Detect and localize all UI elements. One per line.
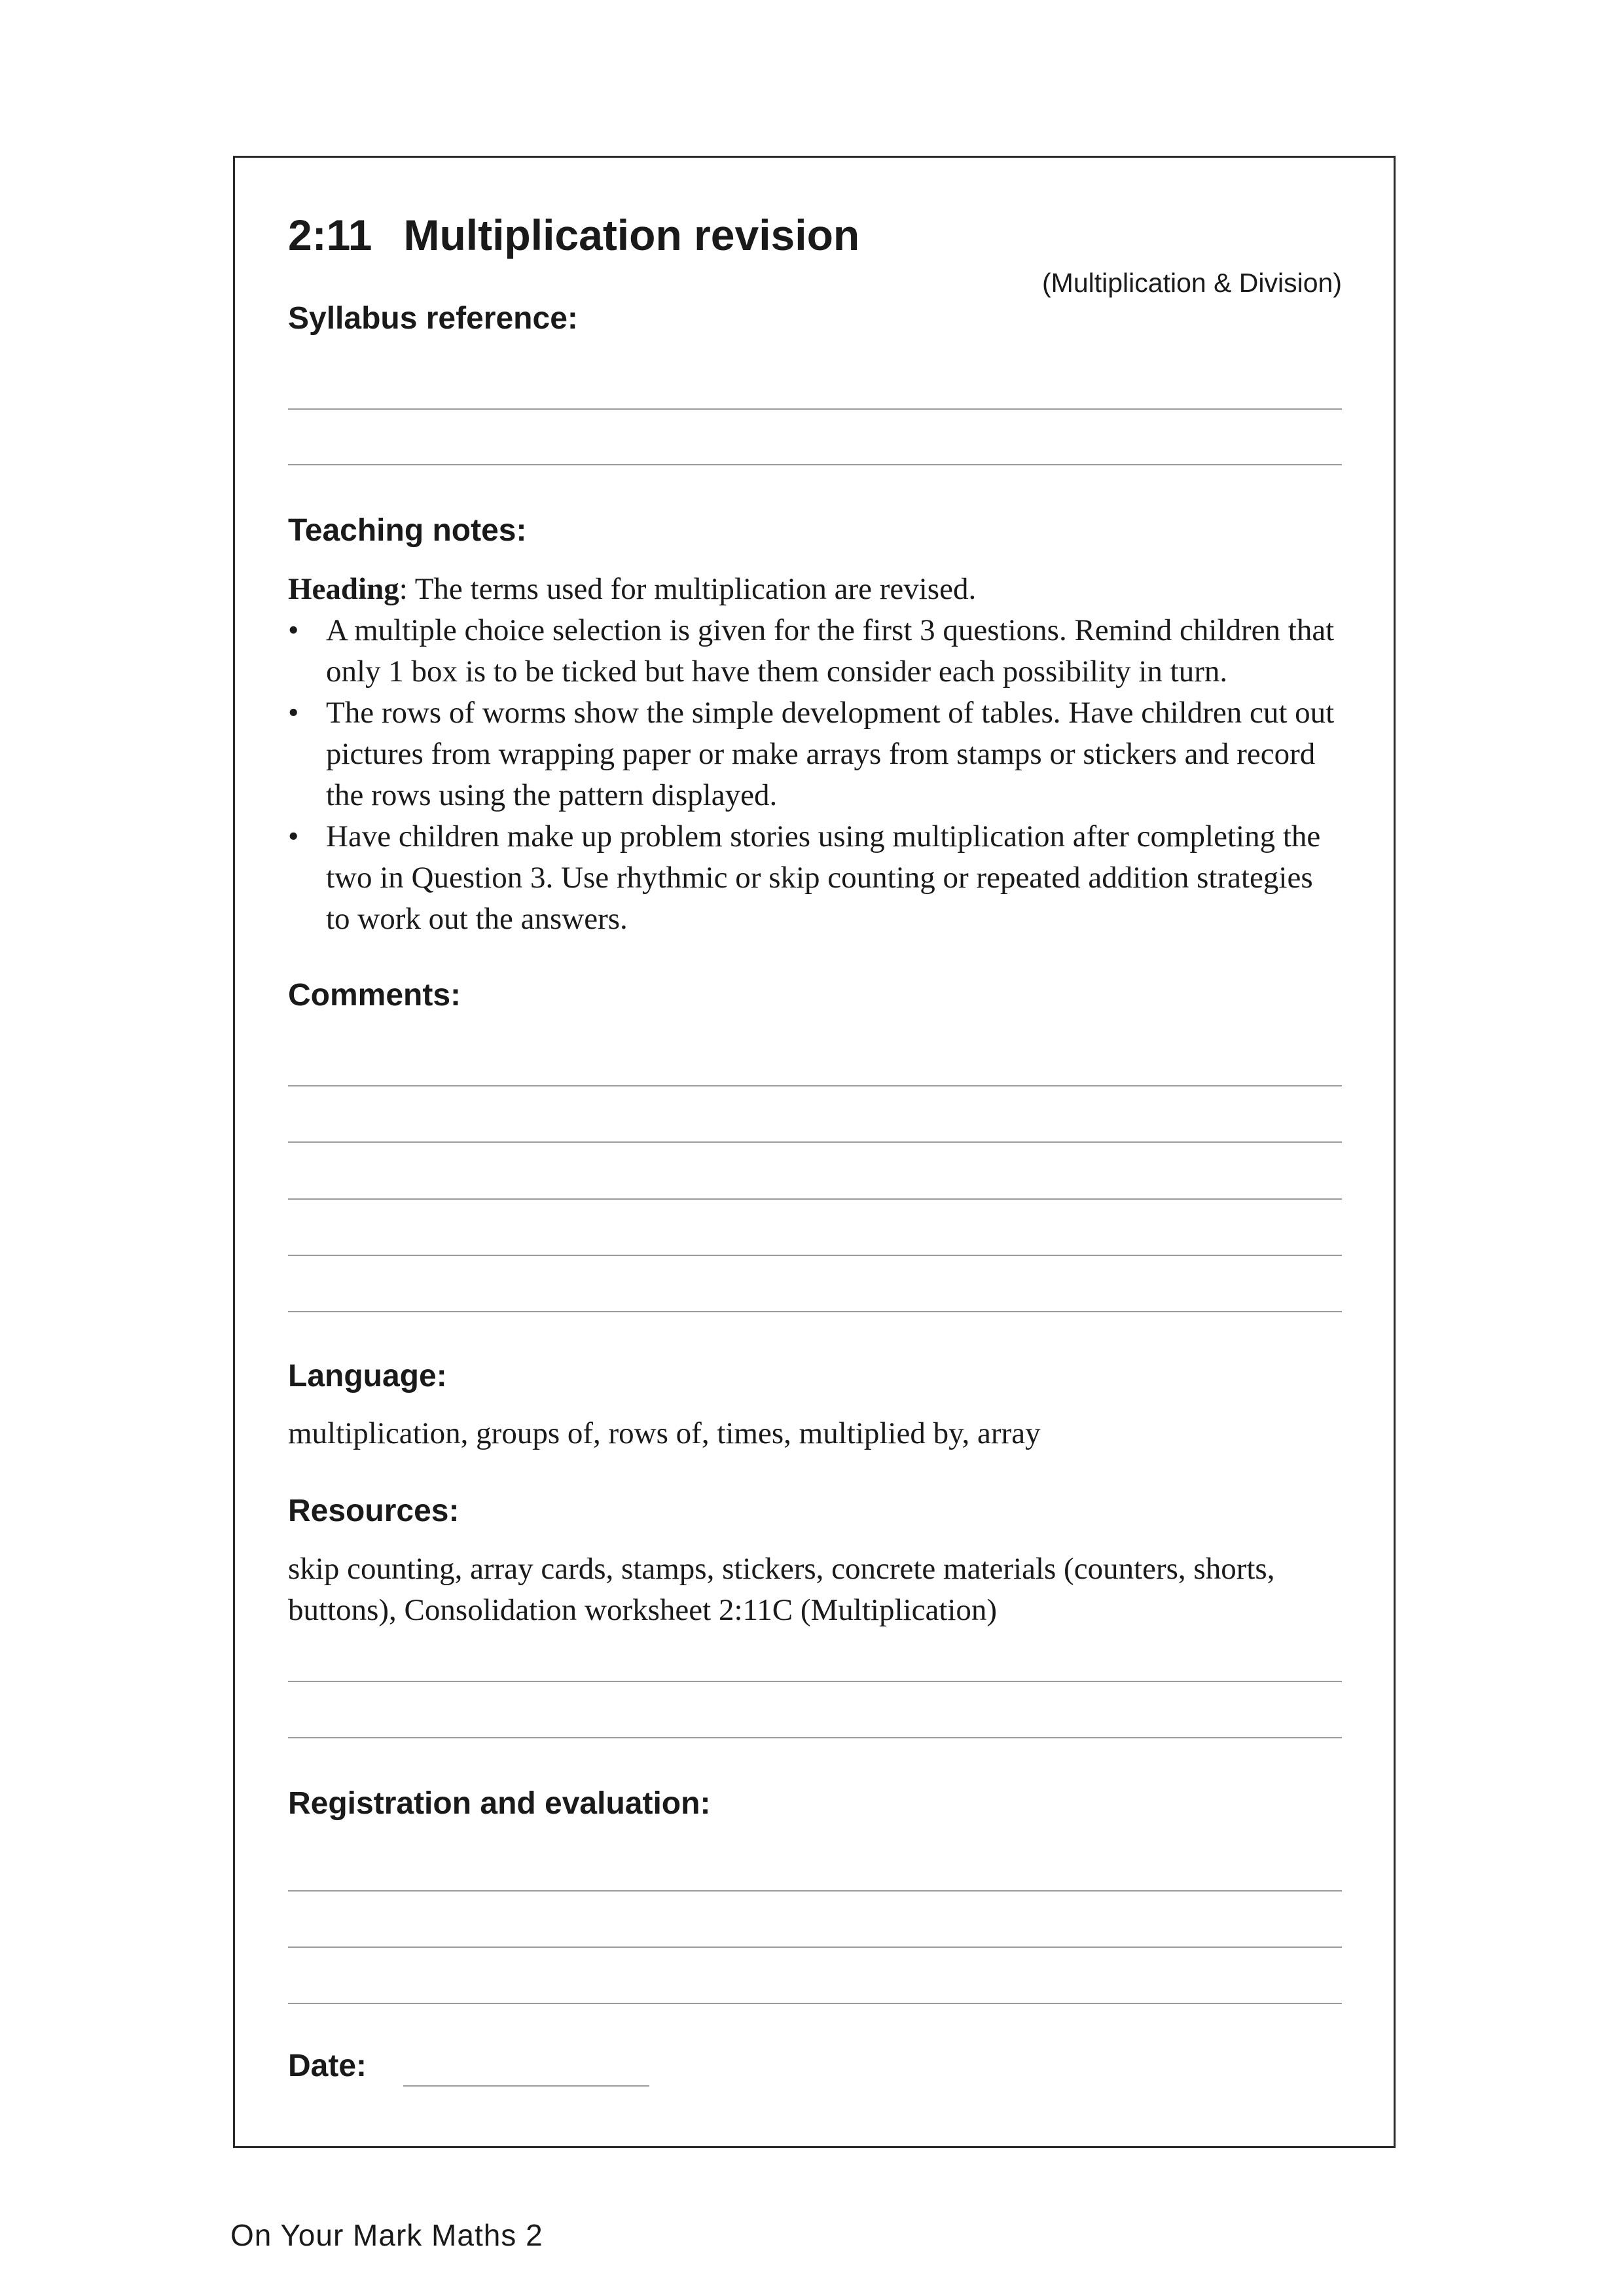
comments-line-4[interactable] (288, 1255, 1342, 1256)
section-title: Multiplication revision (403, 211, 860, 259)
resources-text: skip counting, array cards, stamps, stickers, concrete materials (counters, shorts, buttons), Consolidation worksheet 2:11C (Multiplication) (288, 1552, 1275, 1627)
language-heading: Language: (288, 1359, 447, 1393)
syllabus-heading: Syllabus reference: (288, 301, 578, 336)
list-item: • Have children make up problem stories using multiplication after completing the two in Question 3. Use rhythmic or skip counting or repeated addition strategies to work out the answers. (288, 816, 1342, 940)
footer-book-title: On Your Mark Maths 2 (230, 2218, 543, 2252)
list-item: • The rows of worms show the simple development of tables. Have children cut out pictures from wrapping paper or make arrays from stamps or stickers and record the rows using the pattern displayed. (288, 692, 1342, 816)
page-title (288, 210, 859, 260)
date-label: Date: (288, 2049, 367, 2083)
page-frame (233, 156, 1396, 2148)
resources-line-1[interactable] (288, 1681, 1342, 1682)
teaching-notes-list (288, 610, 1342, 940)
date-field-line[interactable] (403, 2085, 649, 2087)
syllabus-line-2[interactable] (288, 464, 1342, 465)
teaching-notes-heading: Teaching notes: (288, 513, 527, 548)
registration-line-1[interactable] (288, 1890, 1342, 1892)
syllabus-line-1[interactable] (288, 408, 1342, 410)
teaching-notes-body (288, 569, 1342, 940)
registration-heading: Registration and evaluation: (288, 1786, 711, 1821)
comments-line-2[interactable] (288, 1141, 1342, 1143)
comments-line-3[interactable] (288, 1198, 1342, 1200)
intro-bold-term: Heading (288, 572, 399, 606)
comments-heading: Comments: (288, 978, 461, 1013)
intro-text: : The terms used for multiplication are revised. (399, 572, 977, 606)
registration-line-3[interactable] (288, 2003, 1342, 2004)
resources-line-2[interactable] (288, 1737, 1342, 1738)
resources-heading: Resources: (288, 1494, 460, 1528)
topic-category: (Multiplication & Division) (1042, 268, 1342, 298)
teaching-notes-intro (288, 569, 1342, 610)
section-number: 2:11 (288, 211, 372, 259)
language-text: multiplication, groups of, rows of, times, multiplied by, array (288, 1416, 1041, 1450)
list-item: • A multiple choice selection is given for the first 3 questions. Remind children that only 1 box is to be ticked but have them consider each possibility in turn. (288, 610, 1342, 692)
comments-line-5[interactable] (288, 1311, 1342, 1312)
comments-line-1[interactable] (288, 1085, 1342, 1086)
registration-line-2[interactable] (288, 1946, 1342, 1948)
